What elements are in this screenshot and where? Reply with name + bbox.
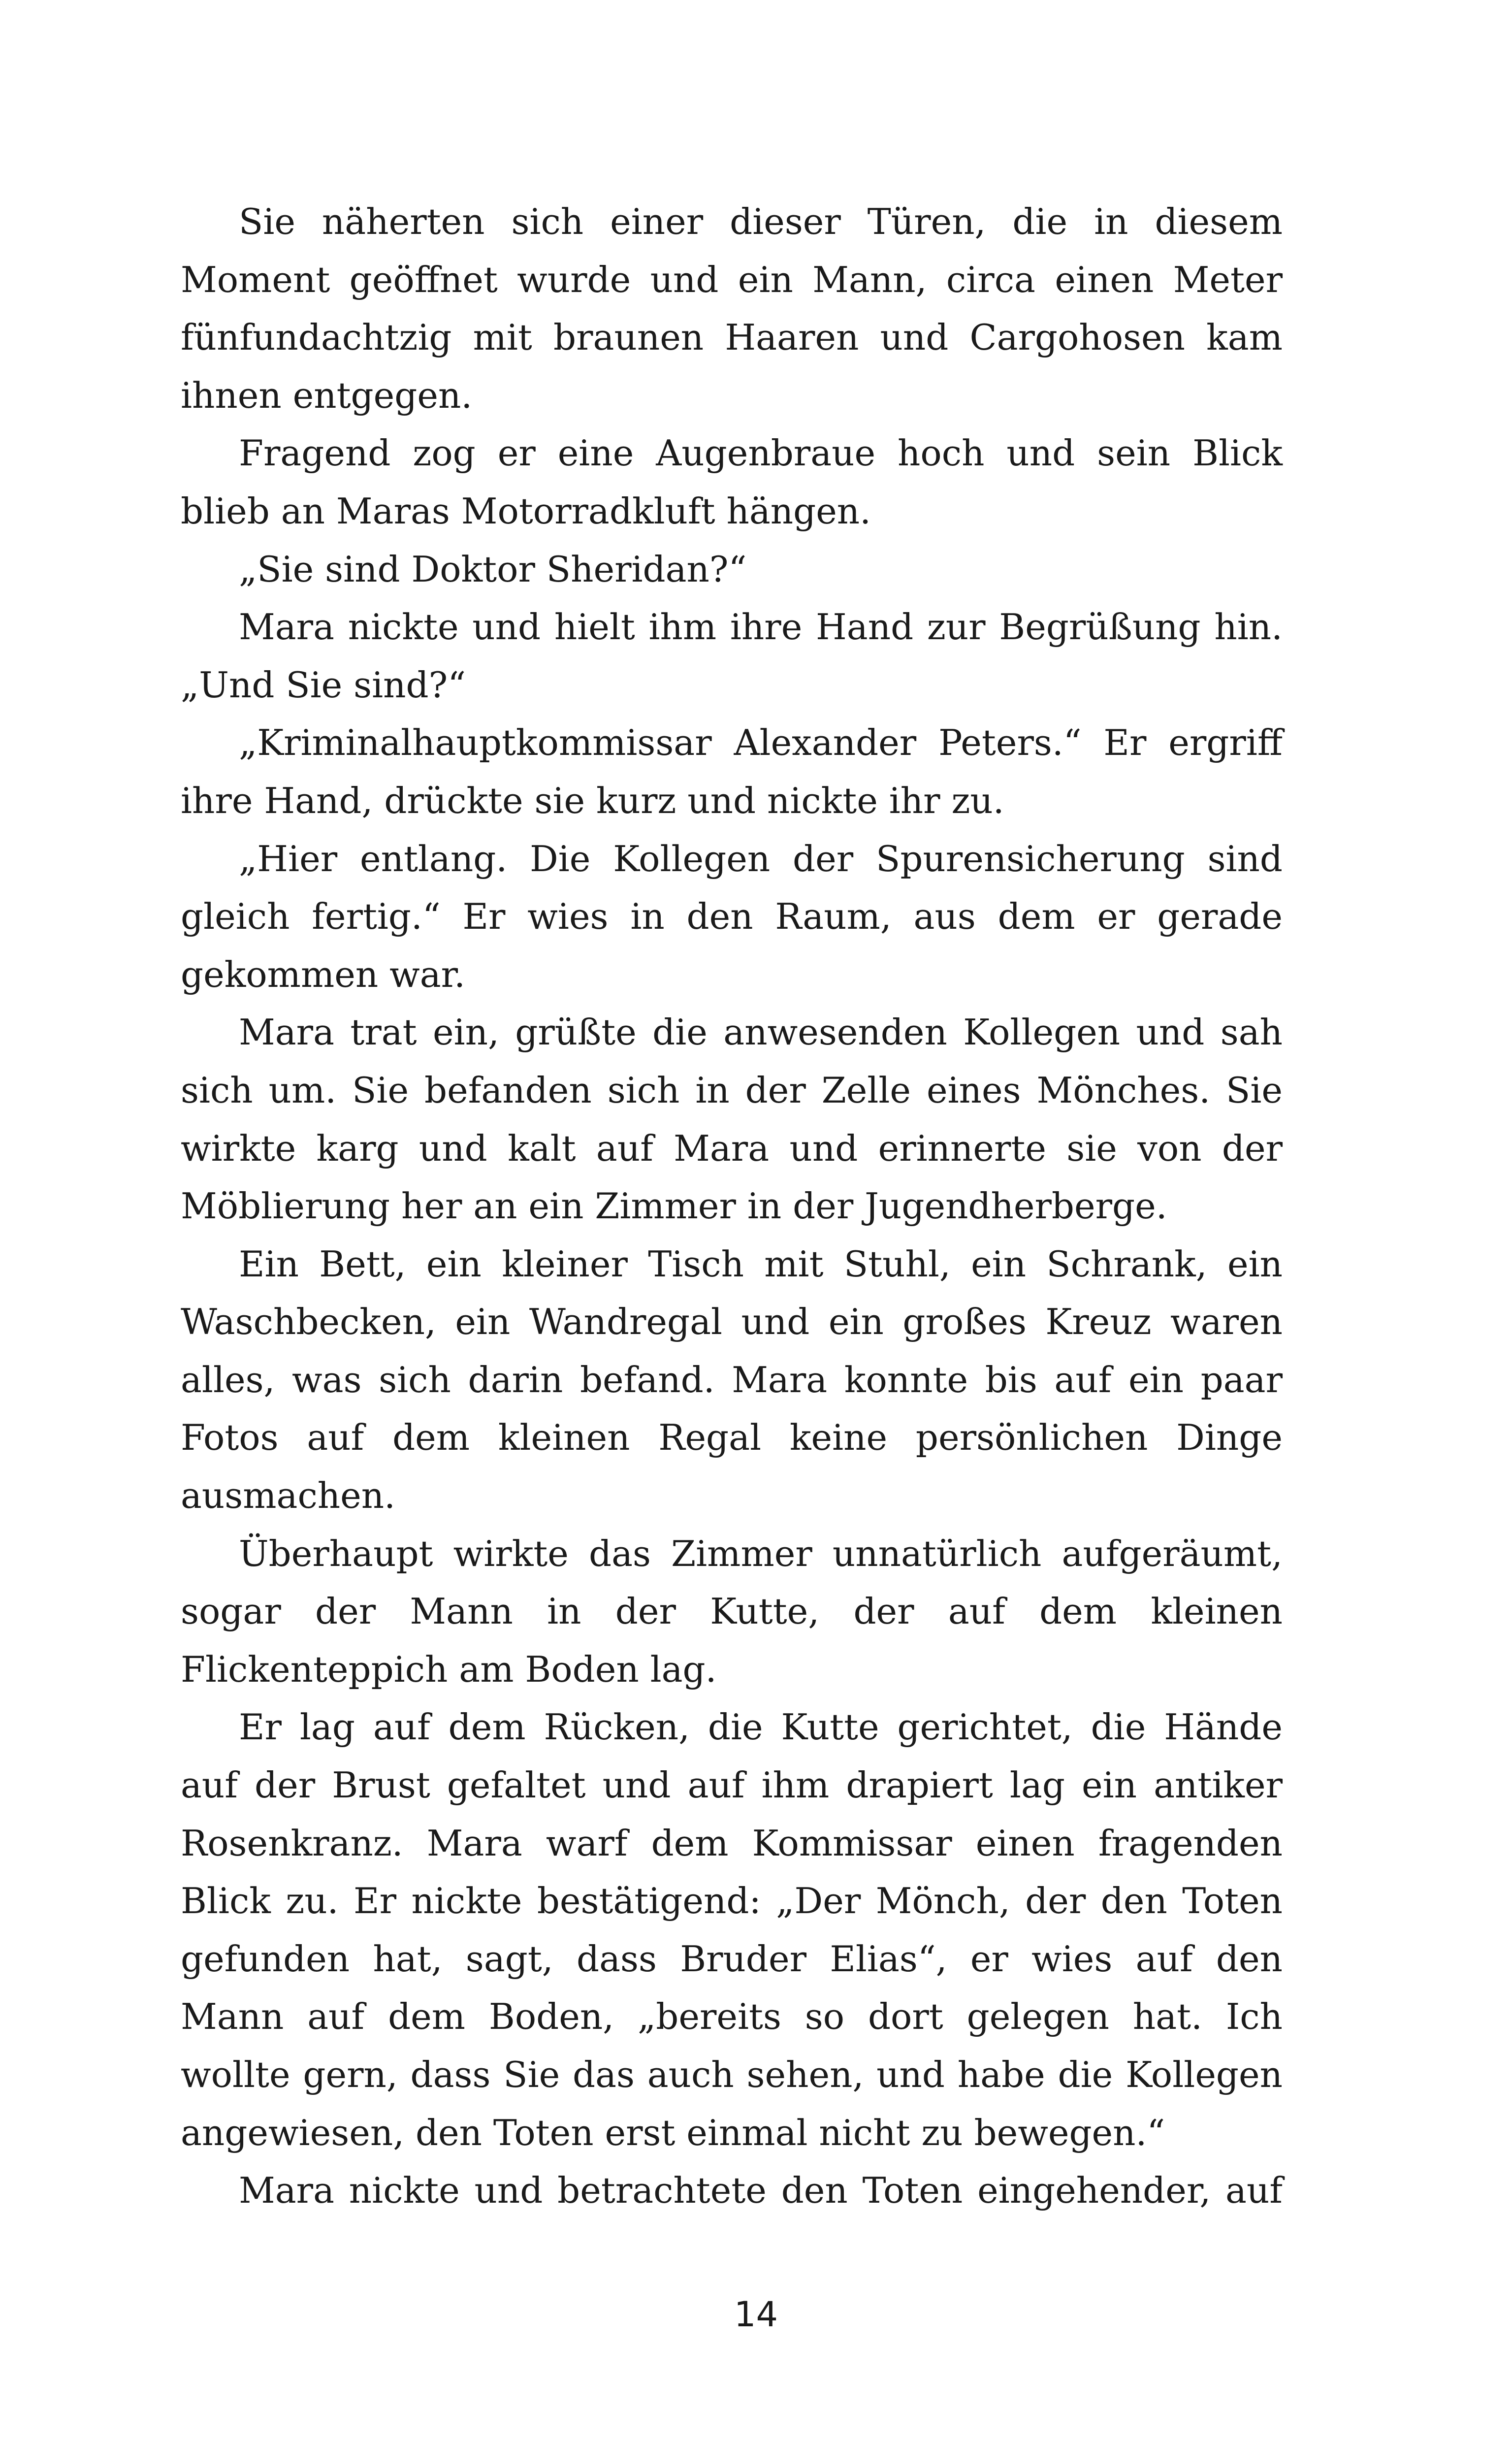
paragraph: „Sie sind Doktor Sheridan?“ <box>239 548 747 590</box>
paragraph-last: Mara nickte und betrachtete den Toten eingehender, auf <box>239 2170 1283 2212</box>
paragraph: „Hier entlang. Die Kollegen der Spurensicherung sind gleich fertig.“ Er wies in den Raum, aus dem er gerade gekommen war. <box>181 838 1283 995</box>
paragraph: Sie näherten sich einer dieser Türen, die in diesem Moment geöffnet wurde und ein Mann, circa einen Meter fünfundachtzig mit braunen Haaren und Cargohosen kam ihnen entgegen. <box>181 201 1283 416</box>
paragraph: Mara trat ein, grüßte die anwesenden Kollegen und sah sich um. Sie befanden sich in der Zelle eines Mönches. Sie wirkte karg und kalt auf Mara und erinnerte sie von der Möblierung her an ein Zimmer in der Jugendherberge. <box>181 1011 1283 1227</box>
paragraph: Überhaupt wirkte das Zimmer unnatürlich aufgeräumt, sogar der Mann in der Kutte, der auf dem kleinen Flickenteppich am Boden lag. <box>181 1532 1283 1690</box>
paragraph: „Kriminalhauptkommissar Alexander Peters.“ Er ergriff ihre Hand, drückte sie kurz und nickte ihr zu. <box>181 722 1283 821</box>
paragraph: Mara nickte und hielt ihm ihre Hand zur Begrüßung hin. „Und Sie sind?“ <box>181 606 1283 706</box>
paragraph: Er lag auf dem Rücken, die Kutte gerichtet, die Hände auf der Brust gefaltet und auf ihm drapiert lag ein antiker Rosenkranz. Mara warf dem Kommissar einen fragenden Blick zu. Er nickte bestätigend: „Der Mönch, der den Toten gefunden hat, sagt, dass Bruder Elias“, er wies auf den Mann auf dem Boden, „bereits so dort gelegen hat. Ich wollte gern, dass Sie das auch sehen, und habe die Kollegen angewiesen, den Toten erst einmal nicht zu bewegen.“ <box>181 1706 1283 2153</box>
paragraph: Ein Bett, ein kleiner Tisch mit Stuhl, ein Schrank, ein Waschbecken, ein Wandregal und ein großes Kreuz waren alles, was sich darin befand. Mara konnte bis auf ein paar Fotos auf dem kleinen Regal keine persönlichen Dinge ausmachen. <box>181 1243 1283 1517</box>
body-text <box>181 193 1283 2220</box>
page-number: 14 <box>734 2294 778 2335</box>
paragraph: Fragend zog er eine Augenbraue hoch und sein Blick blieb an Maras Motorradkluft hängen. <box>181 432 1283 532</box>
